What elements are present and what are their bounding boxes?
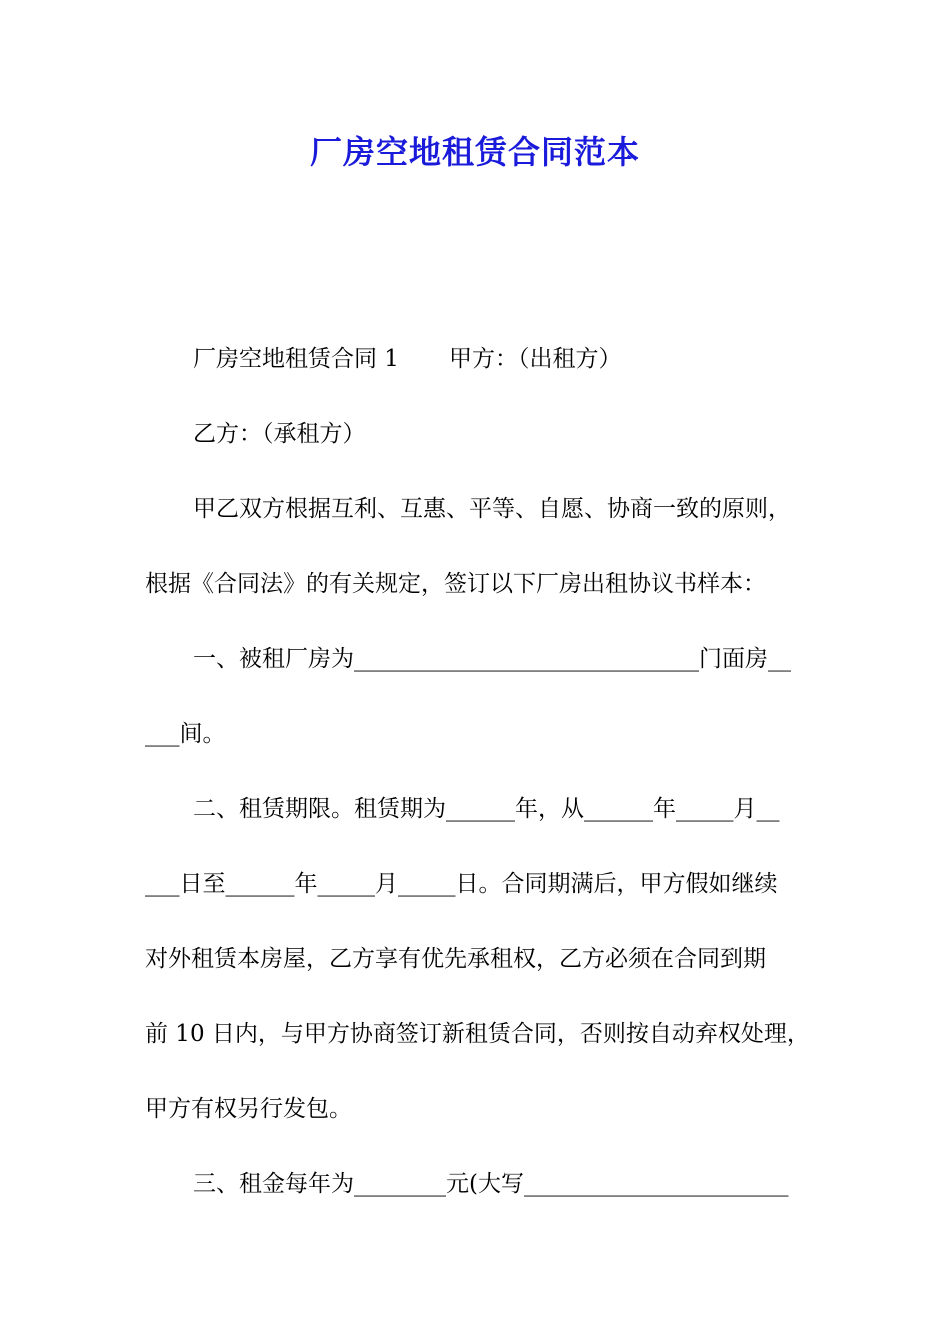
clause-2-line: 对外租赁本房屋，乙方享有优先承租权，乙方必须在合同到期: [145, 946, 766, 972]
clause-2-line: 甲方有权另行发包。: [145, 1096, 352, 1122]
clause-3-line: 三、租金每年为________元(大写_______________________: [193, 1171, 789, 1197]
paragraph-line: 甲乙双方根据互利、互惠、平等、自愿、协商一致的原则，: [193, 496, 791, 522]
party-b-label: 乙方：（承租方）: [193, 421, 366, 447]
clause-1-line: ___间。: [145, 721, 226, 747]
contract-heading-line: [193, 342, 883, 376]
party-a-label: 甲方：（出租方）: [448, 346, 622, 372]
clause-2-line: 二、租赁期限。租赁期为______年，从______年_____月__: [193, 796, 780, 822]
clause-2-line: 前 10 日内，与甲方协商签订新租赁合同，否则按自动弃权处理，: [145, 1021, 810, 1047]
clause-2-line: ___日至______年_____月_____日。合同期满后，甲方假如继续: [145, 871, 778, 897]
contract-number: 厂房空地租赁合同 1: [193, 346, 399, 372]
clause-1-line: 一、被租厂房为______________________________门面房__: [193, 646, 791, 672]
document-title: 厂房空地租赁合同范本: [309, 133, 640, 171]
paragraph-line: 根据《合同法》的有关规定，签订以下厂房出租协议书样本：: [145, 571, 766, 597]
